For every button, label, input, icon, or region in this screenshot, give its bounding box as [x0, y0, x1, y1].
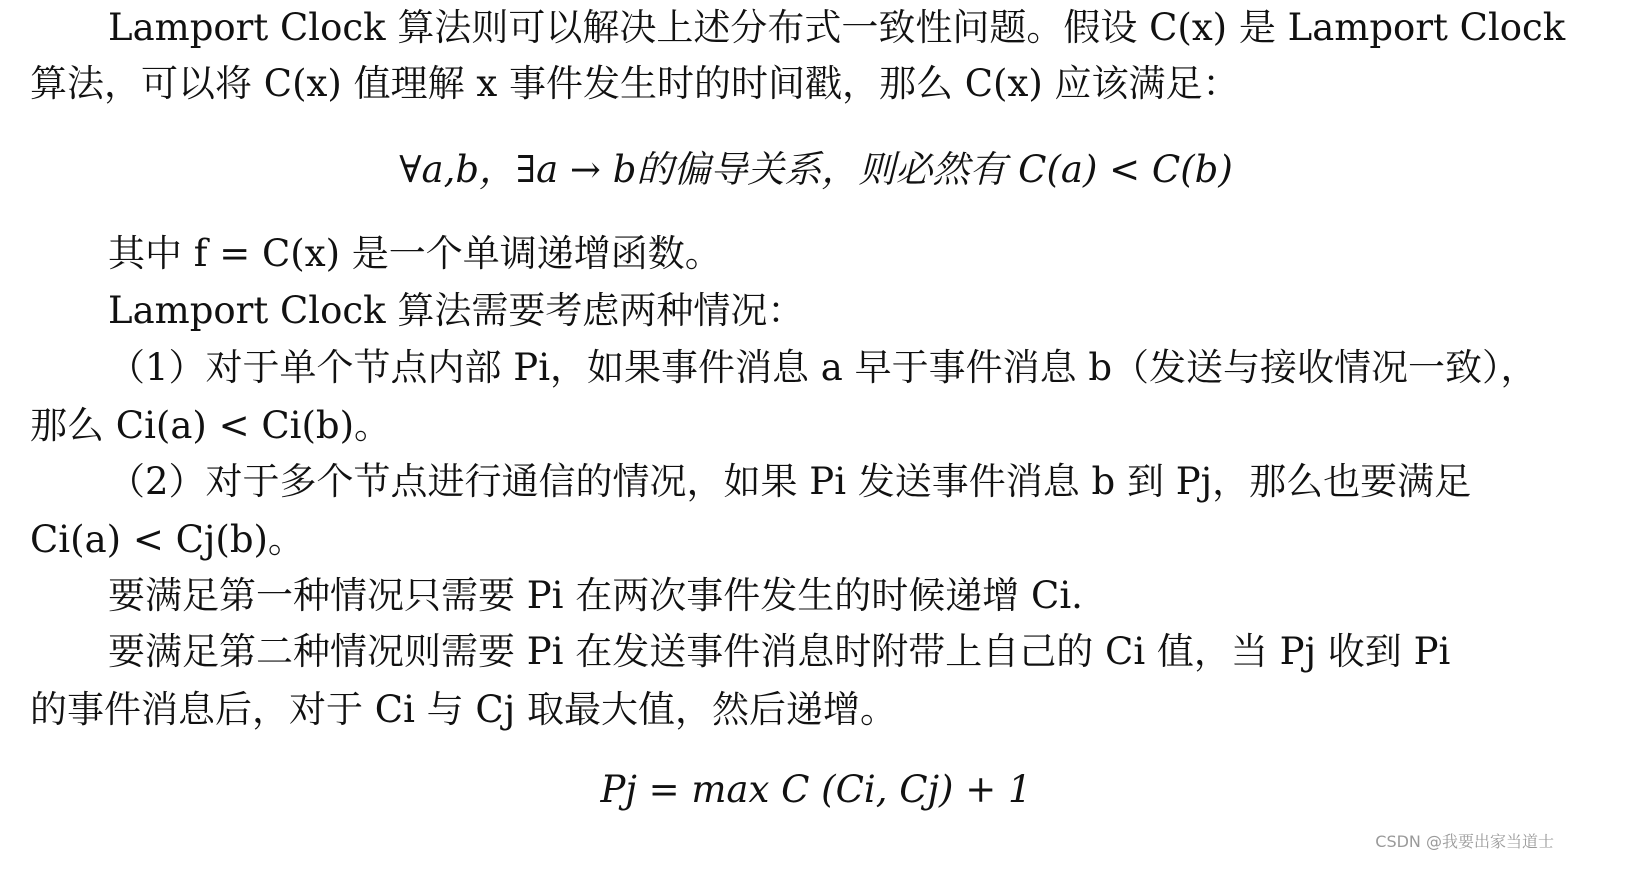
formula-partial-order: ∀a,b，∃a → b的偏导关系，则必然有 C(a) < C(b) — [399, 148, 1233, 191]
formula-max-update: Pj = max C (Ci, Cj) + 1 — [600, 768, 1032, 811]
case-1-line: （1）对于单个节点内部 Pi，如果事件消息 a 早于事件消息 b（发送与接收情况一致）， — [108, 346, 1538, 389]
case-1-line-cont: 那么 Ci(a) < Ci(b)。 — [30, 404, 392, 447]
text-line-1: Lamport Clock 算法则可以解决上述分布式一致性问题。假设 C(x) 是 Lamport Clock — [108, 6, 1566, 49]
rule-1-line: 要满足第一种情况只需要 Pi 在两次事件发生的时候递增 Ci. — [108, 574, 1083, 617]
case-2-line: （2）对于多个节点进行通信的情况，如果 Pi 发送事件消息 b 到 Pj，那么也要满足 — [108, 460, 1472, 503]
text-line-4: Lamport Clock 算法需要考虑两种情况： — [108, 289, 805, 332]
text-line-2: 算法，可以将 C(x) 值理解 x 事件发生时的时间戳，那么 C(x) 应该满足： — [30, 62, 1240, 105]
rule-2-line-cont: 的事件消息后，对于 Ci 与 Cj 取最大值，然后递增。 — [30, 688, 897, 731]
rule-2-line: 要满足第二种情况则需要 Pi 在发送事件消息时附带上自己的 Ci 值，当 Pj 收到 Pi — [108, 630, 1451, 673]
case-2-line-cont: Ci(a) < Cj(b)。 — [30, 518, 305, 561]
csdn-watermark: CSDN @我要出家当道士 — [1375, 832, 1554, 851]
text-line-3: 其中 f = C(x) 是一个单调递增函数。 — [108, 232, 722, 275]
